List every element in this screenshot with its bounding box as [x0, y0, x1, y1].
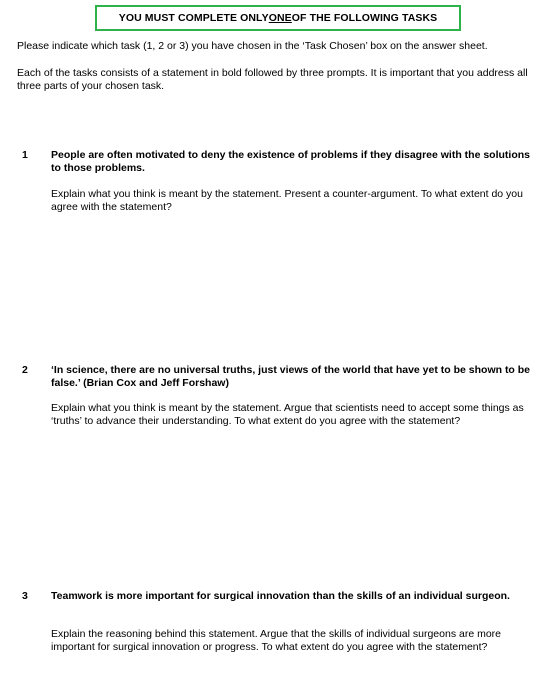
task-prompt: Explain what you think is meant by the statement. Argue that scientists need to accept some things as ‘truths’ to advance their understanding. To what extent do you agree with the statement?: [51, 402, 524, 427]
task-statement: People are often motivated to deny the existence of problems if they disagree with the solutions to those problems.: [51, 149, 531, 174]
instruction-banner: [95, 5, 461, 31]
task-number: 3: [22, 590, 28, 602]
banner-text-after: OF THE FOLLOWING TASKS: [291, 11, 438, 24]
task-statement: Teamwork is more important for surgical innovation than the skills of an individual surgeon.: [51, 590, 510, 602]
task-prompt: Explain what you think is meant by the statement. Present a counter-argument. To what extent do you agree with the statement?: [51, 188, 523, 213]
banner-text-before: YOU MUST COMPLETE ONLY: [118, 11, 269, 24]
instruction-task-choice: Please indicate which task (1, 2 or 3) you have chosen in the ‘Task Chosen’ box on the answer sheet.: [17, 40, 488, 52]
task-statement: ‘In science, there are no universal truths, just views of the world that have yet to be shown to be false.’ (Brian Cox and Jeff Forshaw): [51, 364, 531, 389]
task-number: 1: [22, 149, 28, 161]
task-number: 2: [22, 364, 28, 376]
instruction-task-structure: Each of the tasks consists of a statement in bold followed by three prompts. It is important that you address all three parts of your chosen task.: [17, 67, 528, 92]
task-prompt: Explain the reasoning behind this statement. Argue that the skills of individual surgeons are more important for surgical innovation or progress. To what extent do you agree with the statement?: [51, 628, 502, 653]
banner-text-emphasis: ONE: [268, 11, 292, 24]
